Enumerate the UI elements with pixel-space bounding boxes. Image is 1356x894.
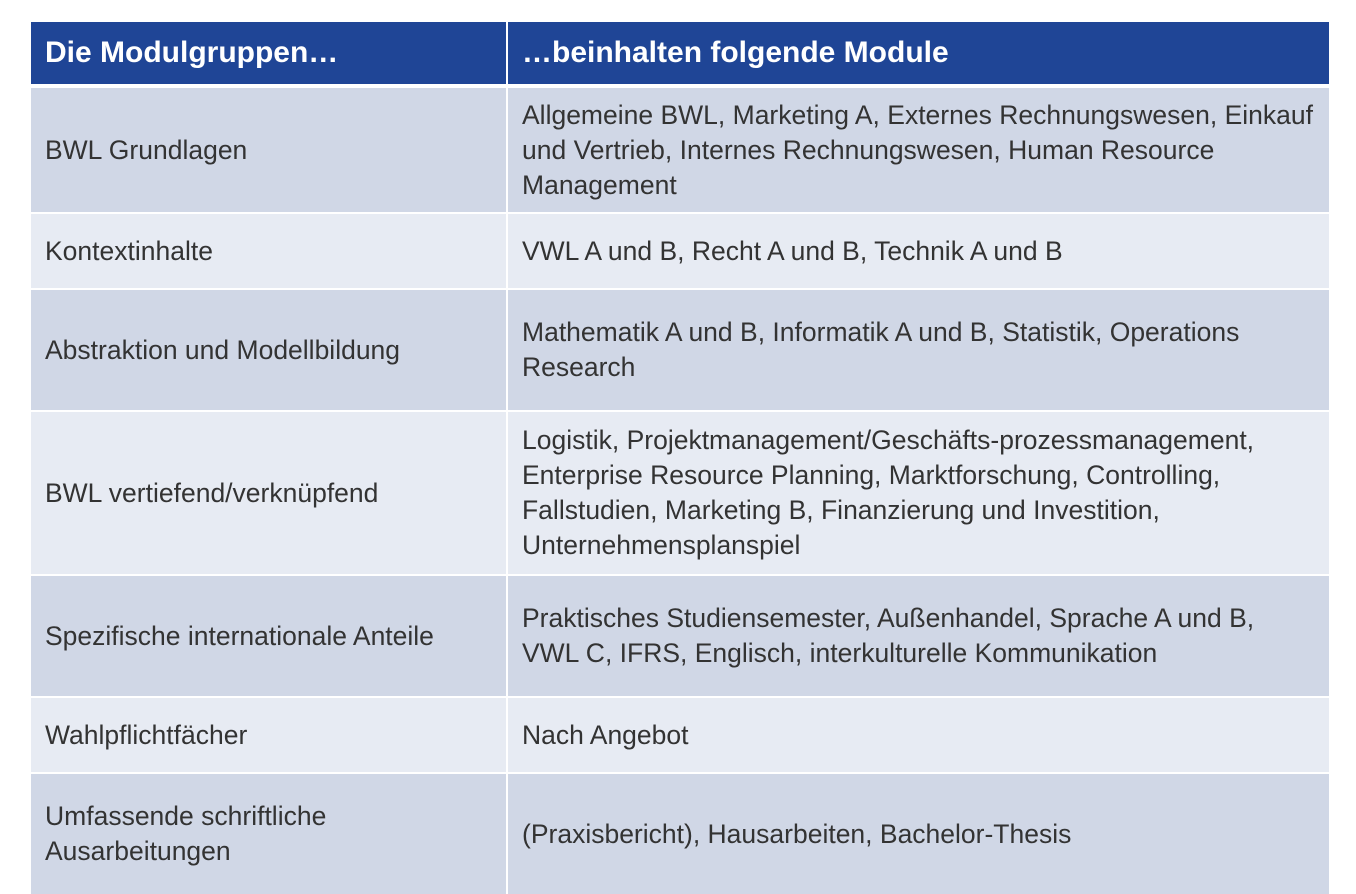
module-groups-table — [31, 22, 1329, 894]
modules-cell: Praktisches Studiensemester, Außenhandel, Sprache A und B, VWL C, IFRS, Englisch, interkulturelle Kommunikation — [507, 575, 1329, 697]
modules-cell: (Praxisbericht), Hausarbeiten, Bachelor-Thesis — [507, 773, 1329, 894]
table-row — [31, 575, 1329, 697]
table-row — [31, 697, 1329, 773]
table-header-row — [31, 22, 1329, 86]
table-row — [31, 213, 1329, 289]
table-row — [31, 289, 1329, 411]
module-group-cell: BWL Grundlagen — [31, 86, 507, 213]
modules-cell: Mathematik A und B, Informatik A und B, Statistik, Operations Research — [507, 289, 1329, 411]
table-row — [31, 86, 1329, 213]
header-included-modules: …beinhalten folgende Module — [507, 22, 1329, 86]
module-group-cell: Kontextinhalte — [31, 213, 507, 289]
modules-cell: Nach Angebot — [507, 697, 1329, 773]
module-group-cell: Wahlpflichtfächer — [31, 697, 507, 773]
modules-cell: Allgemeine BWL, Marketing A, Externes Rechnungswesen, Einkauf und Vertrieb, Internes Rechnungswesen, Human Resource Management — [507, 86, 1329, 213]
header-module-groups: Die Modulgruppen… — [31, 22, 507, 86]
table-row — [31, 411, 1329, 575]
module-table-container — [31, 22, 1329, 894]
module-group-cell: BWL vertiefend/verknüpfend — [31, 411, 507, 575]
modules-cell: Logistik, Projektmanagement/Geschäfts-prozessmanagement, Enterprise Resource Planning, Marktforschung, Controlling, Fallstudien, Marketing B, Finanzierung und Investition, Unternehmensplanspiel — [507, 411, 1329, 575]
module-group-cell: Spezifische internationale Anteile — [31, 575, 507, 697]
modules-cell: VWL A und B, Recht A und B, Technik A und B — [507, 213, 1329, 289]
module-group-cell: Umfassende schriftliche Ausarbeitungen — [31, 773, 507, 894]
table-row — [31, 773, 1329, 894]
module-group-cell: Abstraktion und Modellbildung — [31, 289, 507, 411]
